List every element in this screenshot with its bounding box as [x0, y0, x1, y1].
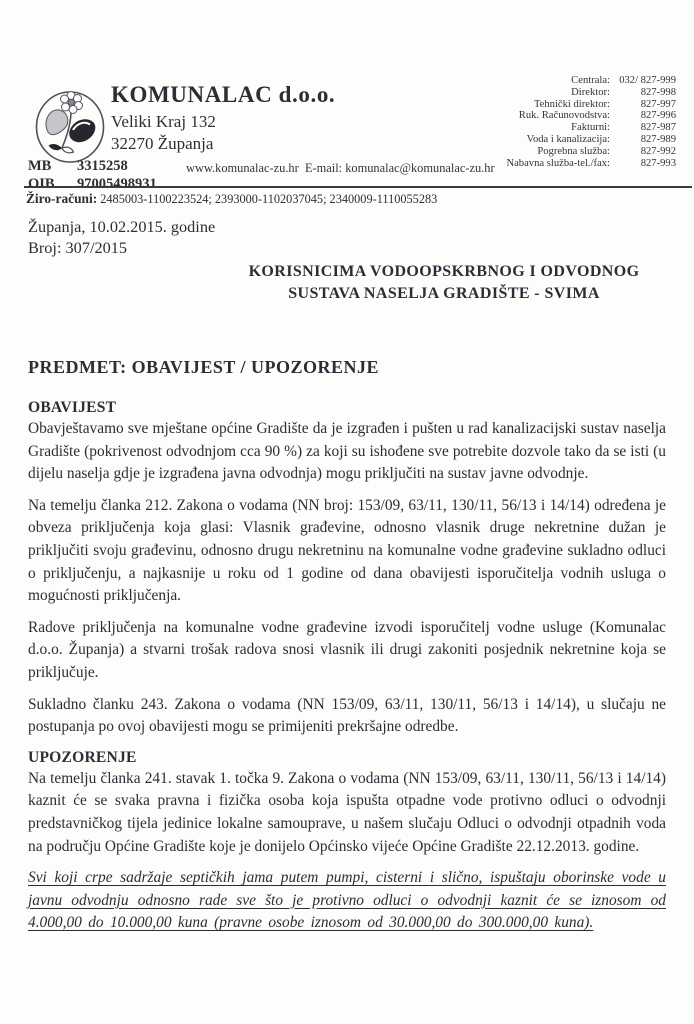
notice-paragraph-3: Radove priključenja na komunalne vodne građevine izvodi isporučitelj vodne usluge (Komunalac d.o.o. Županja) a stvarni trošak radova snosi vlasnik ili drugi zakoniti posjednik nekretnine koja se priključuje. — [28, 618, 666, 681]
phone-directory — [506, 75, 676, 169]
recipient-line2: SUSTAVA NASELJA GRADIŠTE - SVIMA — [288, 284, 600, 302]
contact-label: Tehnički direktor: — [533, 98, 610, 110]
notice-paragraph-4: Sukladno članku 243. Zakona o vodama (NN 153/09, 63/11, 130/11, 56/13 i 14/14), u slučaju ne postupanja po ovoj obavijesti mogu se primijeniti prekršajne odredbe. — [28, 695, 666, 736]
contact-label: Ruk. Računovodstva: — [518, 110, 610, 122]
contact-label: Pogrebna služba: — [537, 145, 610, 157]
contact-row — [506, 122, 676, 134]
oib-label: OIB — [28, 175, 55, 192]
company-name: KOMUNALAC d.o.o. — [111, 82, 336, 107]
recipient-heading — [194, 261, 694, 304]
contact-row — [506, 99, 676, 111]
contact-row — [506, 110, 676, 122]
contact-row — [506, 75, 676, 87]
notice-paragraph-2: Na temelju članka 212. Zakona o vodama (NN broj: 153/09, 63/11, 130/11, 56/13 i 14/14) određena je obveza priključenja koja glasi: Vlasnik građevine, odnosno vlasnik druge nekretnine dužan je priključiti svoju građevinu, odnosno drugu nekretninu na komunalne vodne građevine sukladno odluci o priključenju, a najkasnije u roku od 1 godine od dana obavijesti isporučitelja vodnih usluga o mogućnosti priključenja. — [28, 496, 666, 605]
contact-number: 827-992 — [640, 145, 676, 157]
oib-value: 97005498931 — [77, 175, 157, 192]
contact-number: 827-993 — [640, 157, 676, 169]
mb-label: MB — [28, 158, 52, 174]
notice-paragraph-1: Obavještavamo sve mještane općine Gradište da je izgrađen i pušten u rad kanalizacijski sustav naselja Gradište (pokrivenost odvodnjom cca 90 %) za koji su ishođene sve potrebite dozvole tako da se isti (u dijelu naselja gdje je izgrađena javna odvodnja) mogu priključiti na sustav javne odvodnje. — [28, 420, 666, 483]
contact-row — [506, 134, 676, 146]
contact-label: Nabavna služba-tel./fax: — [506, 157, 610, 169]
contact-number: 827-987 — [640, 122, 676, 134]
giro-accounts: 2485003-1100223524; 2393000-1102037045; 2340009-1110055283 — [100, 192, 438, 206]
warning-heading: UPOZORENJE — [28, 748, 137, 766]
date-block — [28, 216, 215, 258]
contact-row — [506, 158, 676, 170]
giro-label: Žiro-računi: — [26, 191, 98, 206]
contact-label: Voda i kanalizacija: — [526, 133, 610, 145]
email-text: E-mail: komunalac@komunalac-zu.hr — [304, 161, 495, 175]
place-date: Županja, 10.02.2015. godine — [28, 217, 216, 236]
notice-heading: OBAVIJEST — [28, 399, 117, 416]
recipient-line1: KORISNICIMA VODOOPSKRBNOG I ODVODNOG — [248, 263, 640, 280]
letter-body — [28, 398, 666, 944]
contact-label: Centrala: — [571, 75, 610, 86]
company-address-line1: Veliki Kraj 132 — [111, 112, 216, 131]
contact-number: 032/ 827-999 — [619, 75, 676, 86]
contact-label: Direktor: — [571, 86, 610, 98]
web-email-line — [186, 161, 495, 176]
ref-number: Broj: 307/2015 — [28, 238, 128, 257]
penalty-paragraph: Svi koji crpe sadržaje septičkih jama putem pumpi, cisterni i slično, ispuštaju oborinske vode u javnu odvodnju odnosno rade sve što je protivno odluci o odvodnji kaznit će se iznosom od 4.000,00 do 10.000,00 kuna (pravne osobe iznosom od 30.000,00 do 300.000,00 kuna). — [28, 869, 666, 932]
contact-number: 827-996 — [640, 110, 676, 122]
contact-number: 827-998 — [640, 86, 676, 98]
subject-line: PREDMET: OBAVIJEST / UPOZORENJE — [28, 357, 380, 377]
contact-number: 827-989 — [640, 133, 676, 145]
contact-label: Fakturni: — [571, 122, 610, 134]
contact-number: 827-997 — [640, 98, 676, 110]
contact-row — [506, 87, 676, 99]
mb-value: 3315258 — [77, 158, 128, 174]
company-logo-icon — [33, 86, 107, 166]
warning-paragraph-1: Na temelju članka 241. stavak 1. točka 9. Zakona o vodama (NN 153/09, 63/11, 130/11, 56/13 i 14/14) kaznit će se svaka pravna i fizička osoba koja ispušta otpadne vode protivno odluci o odvodnji predstavničkog tijela jedinice lokalne samouprave, u našem slučaju Odluci o odvodnji otpadnih voda na području Općine Gradište koje je donijelo Općinsko vijeće Općine Gradište 22.12.2013. godine. — [28, 769, 666, 855]
letterhead-divider — [24, 186, 692, 188]
contact-row — [506, 146, 676, 158]
giro-accounts-line — [26, 191, 437, 207]
company-address-line2: 32270 Županja — [111, 133, 214, 153]
website-text: www.komunalac-zu.hr — [186, 161, 299, 175]
company-block — [111, 82, 335, 154]
